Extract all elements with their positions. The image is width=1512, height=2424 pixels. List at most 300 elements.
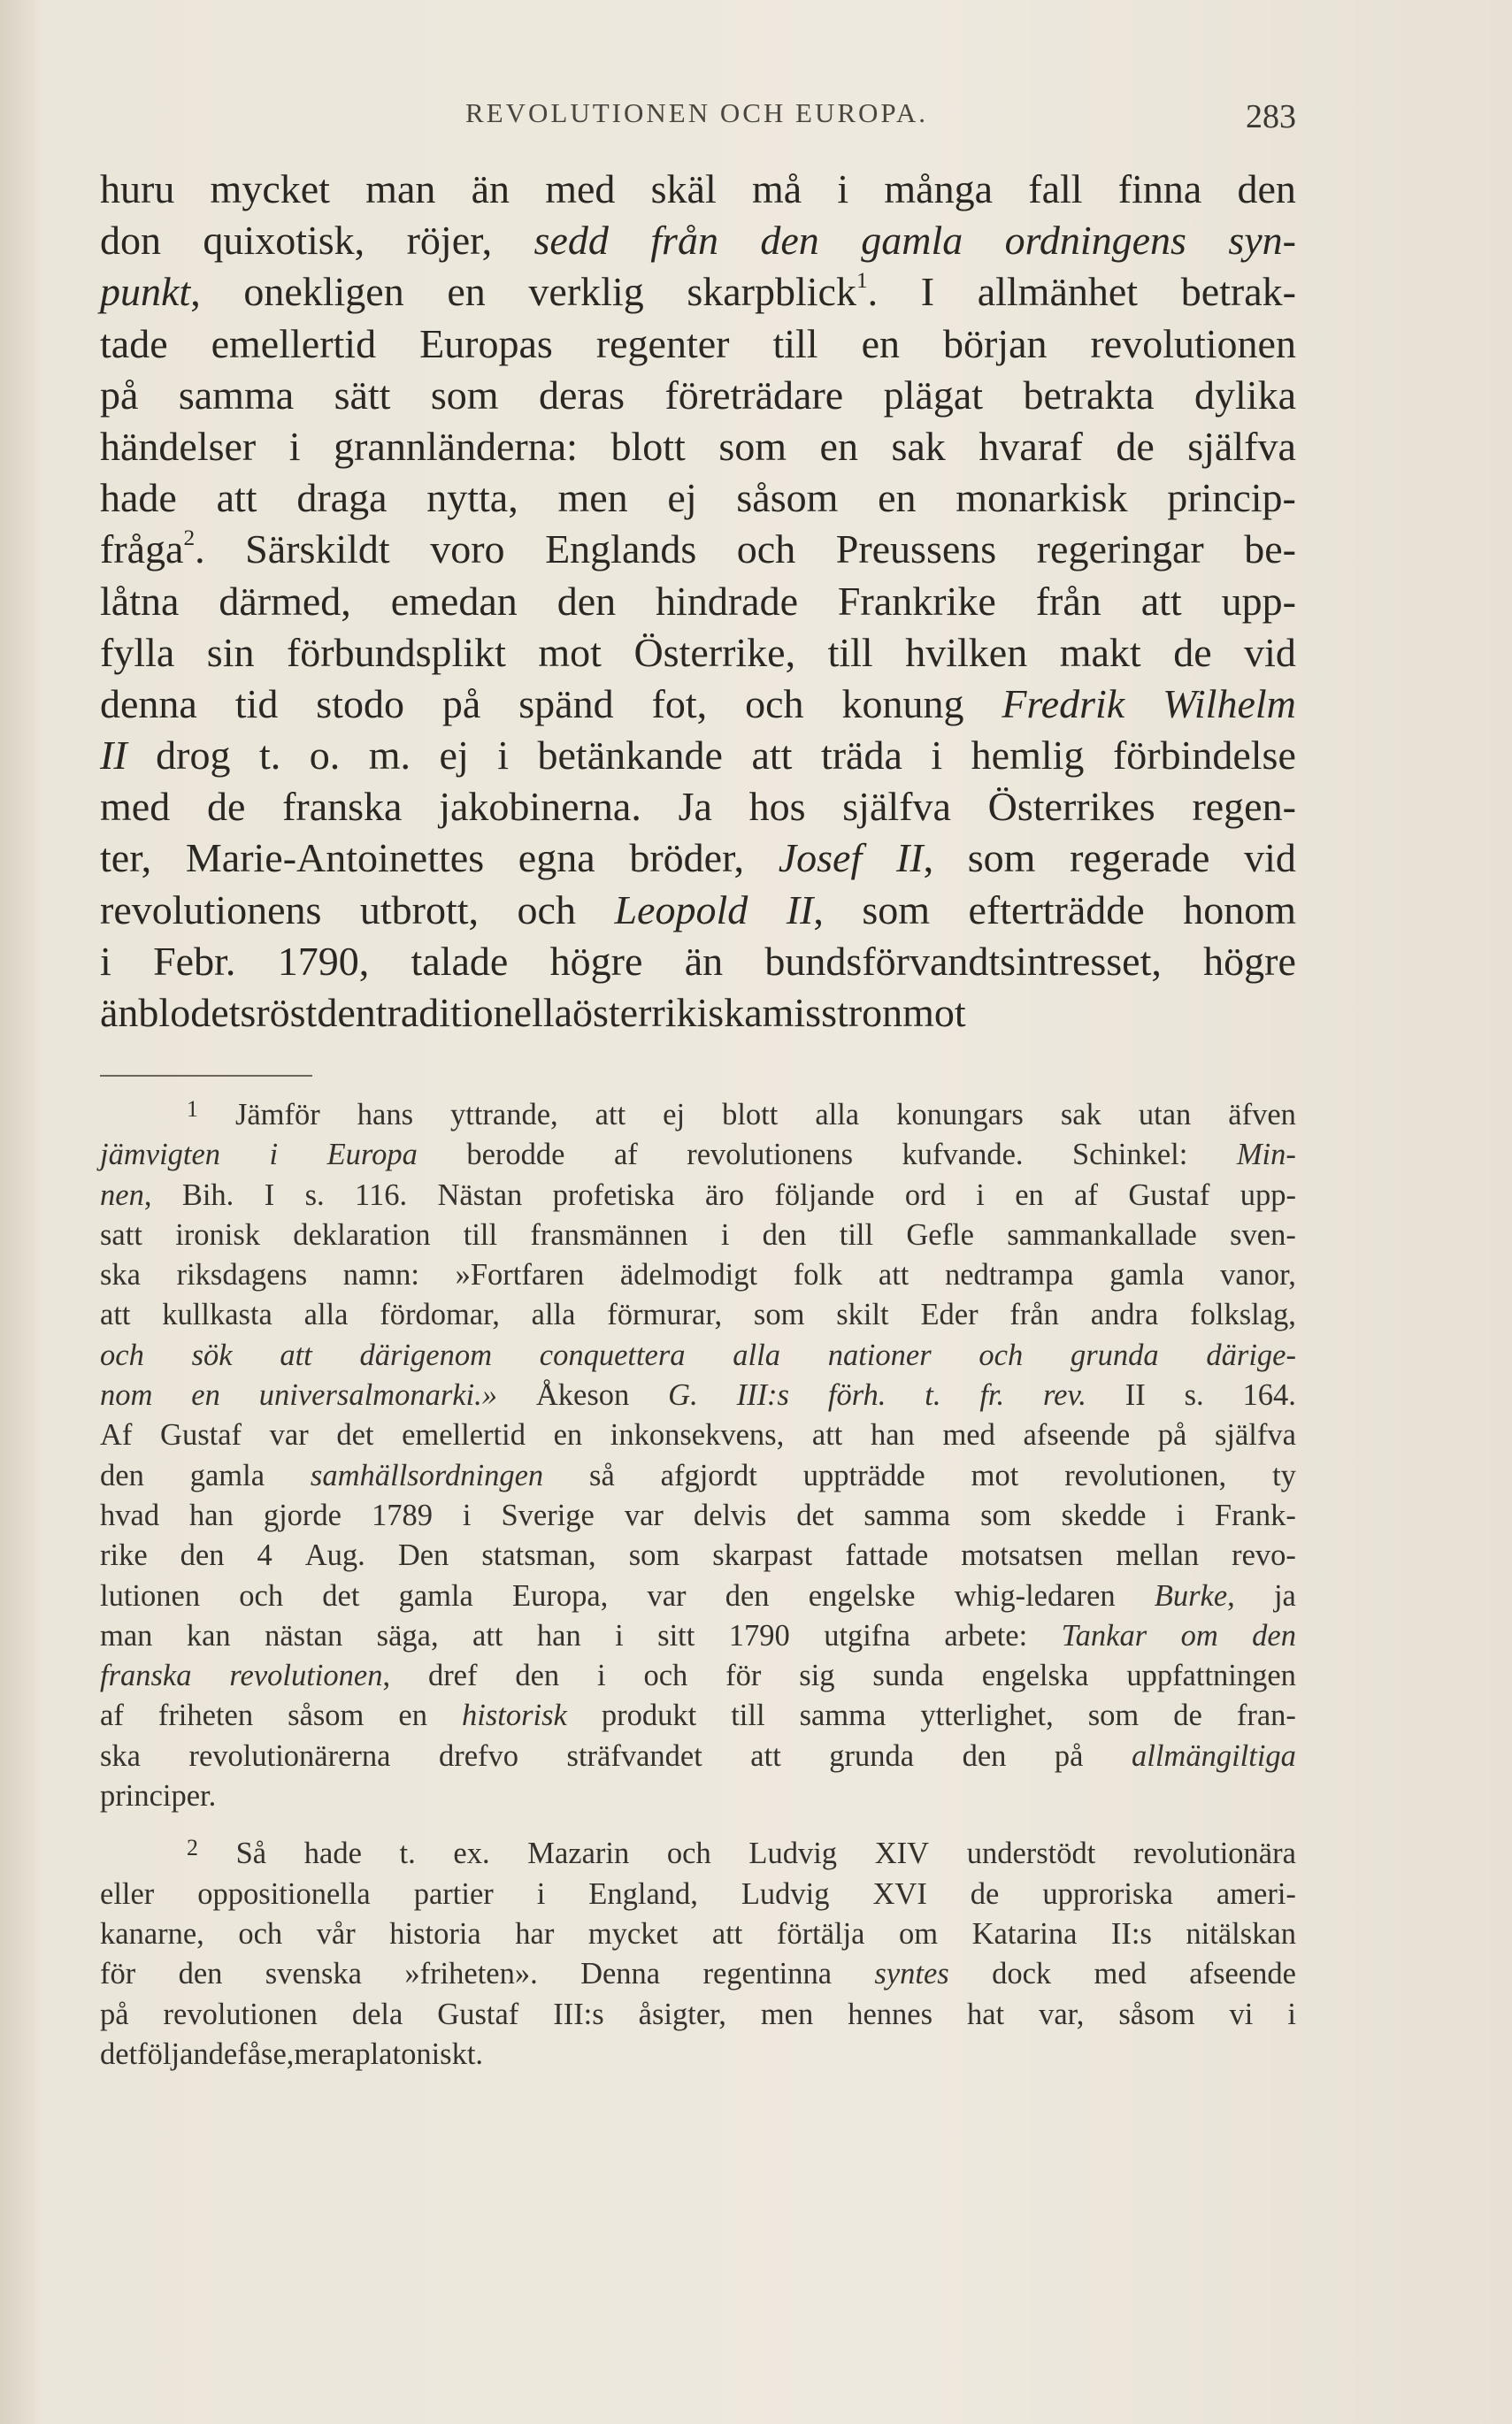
word: sedd bbox=[533, 218, 609, 264]
word: syntes bbox=[874, 1957, 949, 1991]
word: betrak- bbox=[1180, 269, 1296, 315]
word: och bbox=[736, 526, 796, 572]
footnote-line bbox=[100, 1255, 1296, 1295]
word: österrikiska bbox=[572, 990, 763, 1035]
word: och bbox=[666, 1837, 711, 1871]
word: uppfattningen bbox=[1126, 1659, 1296, 1693]
word: delvis bbox=[693, 1498, 767, 1532]
word: sven- bbox=[1230, 1217, 1296, 1252]
word: monarkisk bbox=[956, 475, 1128, 521]
word: G. bbox=[668, 1378, 698, 1413]
word: äro bbox=[705, 1177, 745, 1212]
word: i bbox=[288, 423, 301, 469]
word: hennes bbox=[848, 1997, 933, 2031]
word: allmängiltiga bbox=[1132, 1738, 1296, 1773]
footnote-line bbox=[100, 2035, 1296, 2075]
word: en bbox=[861, 320, 900, 366]
word: eller bbox=[100, 1876, 155, 1911]
word: o. bbox=[309, 733, 341, 779]
word: många bbox=[884, 166, 994, 211]
word: regeringar bbox=[1036, 526, 1204, 572]
word: ja bbox=[1273, 1578, 1296, 1613]
word: historia bbox=[389, 1916, 481, 1951]
word: Jämför bbox=[234, 1098, 320, 1131]
word: platoniskt. bbox=[355, 2037, 484, 2071]
word: röjer, bbox=[406, 218, 493, 264]
word: som bbox=[1087, 1699, 1140, 1733]
word: följande bbox=[774, 1177, 875, 1212]
word: huru bbox=[100, 166, 175, 211]
word: att bbox=[472, 1618, 503, 1653]
word: Åkeson bbox=[535, 1378, 630, 1413]
footnote-line bbox=[100, 1995, 1296, 2035]
word: samma bbox=[178, 372, 295, 418]
footnote-line bbox=[100, 1616, 1296, 1656]
word: I bbox=[920, 269, 935, 315]
word: och bbox=[643, 1659, 688, 1693]
footnote-line bbox=[100, 1456, 1296, 1496]
word: 1789 bbox=[371, 1498, 433, 1532]
running-title: REVOLUTIONEN OCH EUROPA. bbox=[465, 97, 928, 128]
word: gamla bbox=[861, 218, 963, 264]
word: folkslag, bbox=[1190, 1298, 1296, 1332]
word: ska bbox=[100, 1258, 141, 1293]
word: har bbox=[515, 1916, 555, 1951]
word: på bbox=[100, 1997, 129, 2031]
word: skäl bbox=[650, 166, 717, 211]
word: ex. bbox=[453, 1837, 490, 1871]
word: hat bbox=[966, 1997, 1005, 2031]
word: vår bbox=[316, 1916, 356, 1951]
word: ytterlighet, bbox=[920, 1699, 1054, 1733]
word: ej bbox=[439, 733, 469, 779]
word: en bbox=[1015, 1177, 1044, 1212]
word: träda bbox=[820, 733, 902, 779]
word: traditionella bbox=[375, 990, 572, 1035]
text-line bbox=[100, 266, 1296, 318]
word: sitt bbox=[657, 1618, 695, 1653]
page-number: 283 bbox=[1246, 98, 1296, 135]
word: plägat bbox=[883, 372, 984, 418]
word: regenter bbox=[595, 320, 730, 366]
word: afgjordt bbox=[660, 1458, 757, 1492]
word: jakobinerna. bbox=[439, 784, 641, 830]
word: »Fortfaren bbox=[455, 1258, 585, 1293]
word: rike bbox=[100, 1538, 148, 1573]
word: med bbox=[1094, 1957, 1147, 1991]
footnote-line bbox=[100, 1536, 1296, 1576]
word: voro bbox=[430, 526, 505, 572]
word: få bbox=[237, 2037, 262, 2071]
word: till bbox=[839, 1217, 874, 1252]
word: engelske bbox=[808, 1578, 916, 1613]
word: man bbox=[100, 1618, 153, 1653]
word: med bbox=[942, 1418, 995, 1453]
word: med bbox=[545, 166, 616, 211]
word: makt bbox=[1059, 629, 1141, 675]
word: men bbox=[557, 475, 628, 521]
word: Preussens bbox=[835, 526, 997, 572]
word: regen- bbox=[1192, 784, 1296, 830]
word: var bbox=[624, 1498, 664, 1532]
word: »friheten». bbox=[404, 1957, 538, 1991]
word: Josef bbox=[778, 835, 863, 881]
word: revolutionen, bbox=[229, 1659, 391, 1693]
word: Denna bbox=[580, 1957, 661, 1991]
word: själfva bbox=[1214, 1418, 1296, 1453]
word: början bbox=[942, 320, 1048, 366]
word: nedtrampa bbox=[944, 1258, 1074, 1293]
word: don bbox=[100, 218, 161, 264]
word: revolutionens bbox=[687, 1138, 854, 1172]
word: ädelmodigt bbox=[619, 1258, 758, 1293]
text-line bbox=[100, 627, 1296, 679]
word: på bbox=[1157, 1418, 1187, 1453]
word: var bbox=[647, 1578, 687, 1613]
word: och bbox=[979, 1338, 1024, 1372]
word: ty bbox=[1272, 1458, 1296, 1492]
word: efterträdde bbox=[968, 886, 1145, 932]
word: att bbox=[595, 1098, 626, 1131]
word: inkonsekvens, bbox=[610, 1418, 785, 1453]
word: en bbox=[553, 1418, 583, 1453]
word: betänkande bbox=[537, 733, 723, 779]
word: i bbox=[931, 733, 943, 779]
word: grunda bbox=[1070, 1338, 1159, 1372]
word: om bbox=[899, 1916, 939, 1951]
text-line bbox=[100, 318, 1296, 370]
word: deras bbox=[538, 372, 626, 418]
word: fransmännen bbox=[530, 1217, 688, 1252]
word: revolutionärerna bbox=[188, 1738, 391, 1773]
word: 4 bbox=[257, 1538, 272, 1573]
word: stodo bbox=[316, 680, 404, 726]
word: förtälja bbox=[776, 1916, 865, 1951]
word: Marie-Antoinettes bbox=[185, 835, 485, 881]
footnote-line bbox=[100, 1875, 1296, 1914]
word: var bbox=[269, 1418, 309, 1453]
word: än bbox=[100, 990, 139, 1035]
word: den bbox=[100, 1458, 144, 1492]
footnote-line bbox=[100, 1914, 1296, 1954]
word: sin bbox=[206, 629, 255, 675]
word: och bbox=[745, 680, 804, 726]
word: nytta, bbox=[426, 475, 518, 521]
word: fr. bbox=[979, 1378, 1005, 1413]
word: t. bbox=[258, 733, 281, 779]
word: Wilhelm bbox=[1163, 680, 1296, 726]
word: jämvigten bbox=[100, 1138, 221, 1172]
text-line bbox=[100, 730, 1296, 781]
word: den bbox=[725, 1578, 770, 1613]
text-line bbox=[100, 781, 1296, 832]
word: att bbox=[100, 1298, 131, 1332]
word: vid bbox=[1244, 835, 1296, 881]
word: i bbox=[462, 1498, 472, 1532]
word: mot bbox=[971, 1458, 1019, 1492]
word: nitälskan bbox=[1186, 1916, 1296, 1951]
word: bundsförvandtsintresset, bbox=[764, 938, 1162, 984]
word: Europas bbox=[419, 320, 553, 366]
word: men bbox=[760, 1997, 814, 2031]
word: partier bbox=[413, 1876, 494, 1911]
word: Gustaf bbox=[437, 1997, 519, 2031]
word: dock bbox=[992, 1957, 1052, 1991]
word: gamla bbox=[398, 1578, 473, 1613]
word: Eder bbox=[920, 1298, 979, 1332]
word: vi bbox=[1229, 1997, 1254, 2031]
word: sätt bbox=[334, 372, 391, 418]
footnote-line bbox=[100, 1295, 1296, 1335]
word: som bbox=[862, 886, 931, 932]
word: det bbox=[796, 1498, 834, 1532]
word: blott bbox=[722, 1098, 779, 1131]
word: och bbox=[100, 1338, 144, 1372]
word: vanor, bbox=[1220, 1258, 1296, 1293]
word: XVI bbox=[872, 1876, 927, 1911]
word: be- bbox=[1244, 526, 1296, 572]
word: från bbox=[650, 218, 718, 264]
word: samma bbox=[799, 1699, 886, 1733]
word: Europa, bbox=[512, 1578, 609, 1613]
word: hvad bbox=[100, 1498, 160, 1532]
text-line bbox=[100, 885, 1296, 936]
word: drefvo bbox=[438, 1738, 519, 1773]
word: Tankar bbox=[1061, 1618, 1147, 1653]
word: revolutionära bbox=[1133, 1837, 1296, 1871]
word: III:s bbox=[736, 1378, 789, 1413]
word: förh. bbox=[827, 1378, 886, 1413]
word: sunda bbox=[872, 1659, 944, 1693]
word: afseende bbox=[1189, 1957, 1296, 1991]
word: spänd bbox=[518, 680, 614, 726]
word: de bbox=[970, 1876, 1000, 1911]
word: berodde bbox=[466, 1138, 565, 1172]
text-line bbox=[100, 370, 1296, 421]
word: s. bbox=[1184, 1378, 1204, 1413]
word: en bbox=[398, 1699, 427, 1733]
word: dylika bbox=[1194, 372, 1296, 418]
word: i bbox=[536, 1876, 546, 1911]
word: produkt bbox=[601, 1699, 697, 1733]
word: sig bbox=[799, 1659, 835, 1693]
word: förmurar, bbox=[607, 1298, 723, 1332]
word: fördomar, bbox=[380, 1298, 500, 1332]
word: på bbox=[100, 372, 139, 418]
word: att bbox=[751, 733, 793, 779]
word: sak bbox=[1060, 1098, 1101, 1131]
word: konungars bbox=[896, 1098, 1024, 1131]
word: fot, bbox=[651, 680, 708, 726]
word: franska bbox=[100, 1659, 192, 1693]
word: II bbox=[100, 733, 127, 779]
word: II, bbox=[786, 886, 824, 932]
word: II bbox=[1124, 1378, 1146, 1413]
word: Särskildt bbox=[245, 526, 390, 572]
word: i bbox=[1176, 1498, 1185, 1532]
word: namn: bbox=[342, 1258, 420, 1293]
word: hade bbox=[303, 1837, 362, 1871]
word: England, bbox=[588, 1876, 698, 1911]
word: talade bbox=[411, 938, 509, 984]
word: i bbox=[497, 733, 510, 779]
word: quixotisk, bbox=[203, 218, 365, 264]
word: gjorde bbox=[263, 1498, 342, 1532]
word: att bbox=[1140, 578, 1182, 624]
word: afseende bbox=[1023, 1418, 1131, 1453]
word: högre bbox=[1203, 938, 1296, 984]
word: drog bbox=[156, 733, 231, 779]
text-line bbox=[100, 576, 1296, 627]
word: en bbox=[447, 269, 486, 315]
footnote-line bbox=[100, 1776, 1296, 1816]
word: 164. bbox=[1242, 1378, 1296, 1413]
word: af bbox=[613, 1138, 638, 1172]
footnote-line bbox=[100, 1576, 1296, 1616]
word: Den bbox=[397, 1538, 449, 1573]
word: den bbox=[1252, 1618, 1296, 1653]
word: oppositionella bbox=[197, 1876, 371, 1911]
word: Nästan bbox=[437, 1177, 523, 1212]
word: den bbox=[1237, 166, 1296, 211]
word: s. bbox=[304, 1177, 325, 1212]
footnote-line bbox=[100, 1135, 1296, 1175]
word: Ludvig bbox=[741, 1876, 830, 1911]
word: mot bbox=[538, 629, 602, 675]
word: Katarina bbox=[971, 1916, 1078, 1951]
word: de bbox=[206, 784, 246, 830]
word: nationer bbox=[827, 1338, 932, 1372]
word: hos bbox=[748, 784, 806, 830]
word: så bbox=[589, 1458, 615, 1492]
footnote-line bbox=[100, 1834, 1296, 1874]
word: som bbox=[628, 1538, 680, 1573]
word: punkt, bbox=[100, 269, 201, 315]
word: upp- bbox=[1221, 578, 1296, 624]
word: III:s bbox=[553, 1997, 604, 2031]
word: att bbox=[878, 1258, 910, 1293]
word: t. bbox=[925, 1378, 941, 1413]
word: en bbox=[819, 423, 858, 469]
word: hvilken bbox=[905, 629, 1028, 675]
word: af bbox=[100, 1699, 124, 1733]
word: kufvande. bbox=[902, 1138, 1024, 1172]
word: än bbox=[471, 166, 510, 211]
word: rev. bbox=[1043, 1378, 1086, 1413]
word: en bbox=[191, 1378, 220, 1413]
word: för bbox=[100, 1957, 136, 1991]
word: ord bbox=[904, 1177, 946, 1212]
word: nom bbox=[100, 1378, 153, 1413]
word: den bbox=[178, 1957, 223, 1991]
word: revolutionen bbox=[1090, 320, 1296, 366]
word: de bbox=[1116, 423, 1155, 469]
word: lutionen bbox=[100, 1578, 201, 1613]
word: Så bbox=[235, 1837, 267, 1871]
word: honom bbox=[1183, 886, 1296, 932]
word: säga, bbox=[376, 1618, 439, 1653]
word: än bbox=[684, 938, 724, 984]
word: äfven bbox=[1228, 1098, 1296, 1131]
word: alla bbox=[815, 1098, 860, 1131]
word: den bbox=[515, 1659, 560, 1693]
text-line bbox=[100, 524, 1296, 575]
word: mellan bbox=[1116, 1538, 1200, 1573]
word: om bbox=[1180, 1618, 1218, 1653]
word: som bbox=[753, 1298, 805, 1332]
word: Burke, bbox=[1154, 1578, 1235, 1613]
word: ej bbox=[667, 475, 697, 521]
word: konung bbox=[841, 680, 964, 726]
word: till bbox=[463, 1217, 498, 1252]
word: blott bbox=[610, 423, 686, 469]
word: alla bbox=[733, 1338, 780, 1372]
word: på bbox=[441, 680, 481, 726]
word: den bbox=[556, 578, 617, 624]
word: kan bbox=[186, 1618, 231, 1653]
word: skarpblick$^1$. bbox=[687, 268, 879, 315]
word: med bbox=[100, 784, 171, 830]
word: till bbox=[772, 320, 818, 366]
footnote-marker: 2 bbox=[187, 1835, 198, 1861]
word: uppträdde bbox=[802, 1458, 925, 1492]
word: conquettera bbox=[539, 1338, 686, 1372]
word: förbundsplikt bbox=[286, 629, 506, 675]
word: till bbox=[731, 1699, 765, 1733]
word: från bbox=[1035, 578, 1101, 624]
word: historisk bbox=[461, 1699, 567, 1733]
word: draga bbox=[296, 475, 388, 521]
word: att bbox=[280, 1338, 312, 1372]
word: XIV bbox=[874, 1837, 930, 1871]
footnote-line bbox=[100, 1415, 1296, 1455]
word: kanarne, bbox=[100, 1916, 204, 1951]
word: sak bbox=[891, 423, 946, 469]
word: riksdagens bbox=[176, 1258, 308, 1293]
word: Ja bbox=[678, 784, 712, 830]
word: därigenom bbox=[359, 1338, 492, 1372]
word: det bbox=[336, 1418, 374, 1453]
word: Ludvig bbox=[748, 1837, 838, 1871]
word: var, bbox=[1039, 1997, 1085, 2031]
word: i bbox=[597, 1659, 606, 1693]
word: i bbox=[269, 1138, 279, 1172]
word: Bih. bbox=[181, 1177, 234, 1212]
word: yttrande, bbox=[450, 1098, 558, 1131]
footnote-line bbox=[100, 1216, 1296, 1255]
word: Aug. bbox=[304, 1538, 365, 1573]
word: sök bbox=[191, 1338, 233, 1372]
footnote-line bbox=[100, 1496, 1296, 1536]
word: man bbox=[365, 166, 436, 211]
word: m. bbox=[368, 733, 411, 779]
word: utgifna bbox=[824, 1618, 910, 1653]
word: mycket bbox=[210, 166, 330, 211]
word: af bbox=[1074, 1177, 1098, 1212]
word: Af bbox=[100, 1418, 133, 1453]
word: franska bbox=[282, 784, 403, 830]
word: som bbox=[967, 835, 1036, 881]
word: revo- bbox=[1232, 1538, 1296, 1573]
word: emedan bbox=[390, 578, 518, 624]
main-text bbox=[100, 164, 1296, 1039]
word: dref bbox=[427, 1659, 478, 1693]
word: den bbox=[317, 990, 376, 1035]
word: hvaraf bbox=[979, 423, 1083, 469]
word: 1790 bbox=[728, 1618, 790, 1653]
word: därige- bbox=[1206, 1338, 1296, 1372]
word: Schinkel: bbox=[1072, 1138, 1188, 1172]
